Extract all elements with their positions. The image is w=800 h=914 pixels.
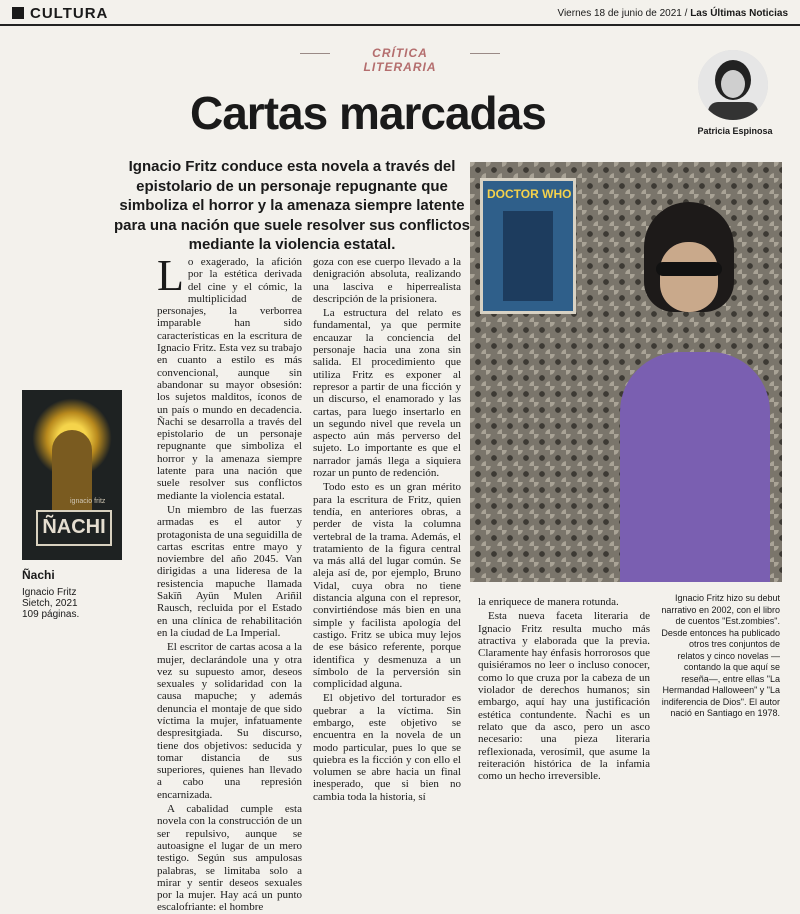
body-paragraph	[157, 251, 302, 502]
section-marker-icon	[12, 7, 24, 19]
body-column-1	[157, 251, 302, 914]
bio-text: Ignacio Fritz hizo su debut narrativo en 2002, con el libro de cuentos "Est.zombies". Desde entonces ha publicado otros tres conjuntos de relatos y cinco novelas —contando la que aquí se reseña—, entre ellas "La Hermandad Halloween" y "La indiferencia de Dios". El autor nació en Santiago en 1978.	[661, 593, 780, 718]
cover-author: ignacio fritz	[70, 498, 106, 505]
sunglasses-icon	[656, 262, 722, 276]
author-photograph	[470, 162, 782, 582]
kicker-label: CRÍTICA LITERARIA	[363, 46, 437, 74]
book-cover	[22, 390, 122, 560]
deck: Ignacio Fritz conduce esta novela a través del epistolario de un personaje repugnante que simboliza el horror y la amenaza siempre latente para una nación que suele resolver sus conflictos mediante la violencia estatal.	[114, 158, 470, 253]
paragraph-text: o exagerado, la afición por la estética derivada del cine y el cómic, la multiplicidad de personajes, la verborrea imparable han sido características en la escritura de Ignacio Fritz. Esta vez su trabajo en cuanto a estilo es más convencional, aunque sin abandonar su mayor obsesión: los sujetos malditos, íconos de un país o mundo en decadencia. Ñachi se desarrolla a través del epistolario de un personaje repugnante que simboliza el horror y la amenaza siempre latente para una nación que suele resolver sus conflictos mediante la violencia estatal.	[157, 256, 302, 502]
body-paragraph: goza con ese cuerpo llevado a la denigración absoluta, realizando una lasciva e hiperrealista descripción de la prisionera.	[313, 256, 461, 305]
cover-figure	[52, 430, 92, 520]
poster-title: DOCTOR WHO	[487, 187, 572, 201]
body-paragraph: La estructura del relato es fundamental, ya que permite encauzar la conciencia del personaje hacia una zona sin salida. El procedimiento que utiliza Fritz es exponer al represor a partir de una ficción y un discurso, el enamorado y las cartas, para luego insertarlo en un segundo nivel que revela un aspecto aún más perverso del sujeto. Lo importante es que el narrador jamás llega a siquiera rozar un punto de redención.	[313, 307, 461, 480]
headline: Cartas marcadas	[190, 87, 546, 139]
poster-art	[503, 211, 553, 301]
book-publisher: Sietch, 2021	[22, 598, 78, 609]
book-title: Ñachi	[22, 568, 55, 582]
book-pages: 109 páginas.	[22, 609, 80, 620]
dropcap: L	[157, 251, 184, 300]
author-name: Patricia Espinosa	[697, 126, 773, 136]
body-paragraph: la enriquece de manera rotunda.	[478, 596, 619, 608]
section-label: CULTURA	[30, 5, 109, 22]
body-paragraph: El objetivo del torturador es quebrar a la víctima. Sin embargo, este objetivo se encuentra en la novela de un modo particular, pues lo que se quiebra es la ficción y con ello el volumen se abre hacia un final inesperado, que si bien no cambia toda la historia, sí	[313, 692, 461, 803]
author-bio	[660, 593, 780, 720]
publication-name: Las Últimas Noticias	[690, 8, 788, 19]
body-paragraph: Un miembro de las fuerzas armadas es el autor y protagonista de una seguidilla de cartas escritas entre mayo y noviembre del año 2045. Van dirigidas a una lideresa de la resistencia mapuche llamada Sakïñ Ayün Mulen Ariñil Rausch, recluida por el Estado en una clínica de rehabilitación en la ciudad de La Imperial.	[157, 503, 302, 639]
body-paragraph: Todo esto es un gran mérito para la escritura de Fritz, quien tendía, en anteriores obras, a perder de vista la columna vertebral de la trama. Además, el tratamiento de la figura central va más allá del lugar común. Se aleja así de, por ejemplo, Bruno Vidal, cuya obra no tiene distancia alguna con el represor, convirtiéndose más bien en una simple y facilista apología del castigo. Fritz se ubica muy lejos de ese básico referente, porque identifica y desmenuza a un símbolo de la perversión sin complicidad alguna.	[313, 481, 461, 691]
wall-poster	[480, 178, 576, 314]
person-face	[660, 242, 718, 312]
header-rule	[0, 24, 800, 26]
body-paragraph: A cabalidad cumple esta novela con la construcción de un ser repulsivo, aunque se autoasigne el lugar de un mero testigo. Según sus ampulosas palabras, se limitaba solo a mirar y sentir deseos sexuales por la mujer. Hay acá un punto escalofriante: el hombre	[157, 803, 302, 914]
body-column-2	[313, 256, 461, 803]
body-paragraph: Esta nueva faceta literaria de Ignacio Fritz resulta mucho más atractiva y elaborada que la previa. Claramente hay énfasis horrorosos que quisiéramos no leer o incluso conocer, como lo que cruza por la cabeza de un violador de derechos humanos; sin embargo, aquí hay una justificación estética contundente. Ñachi es un relato que da asco, pero un asco necesario: una pieza literaria reflexionada, verosímil, que asume la reiteración histórica de la infamia como un hecho irreversible.	[478, 610, 650, 783]
issue-date: Viernes 18 de junio de 2021	[557, 8, 682, 19]
date-line	[557, 8, 788, 19]
kicker	[300, 44, 500, 74]
cover-title: ÑACHI	[36, 510, 112, 546]
body-paragraph: El escritor de cartas acosa a la mujer, declarándole una y otra vez su supuesto amor, deseos sexuales y solidaridad con la causa mapuche; y además denuncia el montaje de que sido víctima la mujer, infatuamente despresitgiada. Su discurso, tiene dos objetivos: seducida y tomar distancia de sus superiores, quienes han llevado a cabo una represión encarnizada.	[157, 641, 302, 801]
body-column-3	[478, 596, 650, 782]
author-photo	[698, 50, 768, 120]
book-author: Ignacio Fritz	[22, 587, 77, 598]
person-figure	[620, 202, 770, 582]
person-shirt	[620, 352, 770, 582]
author-portrait-icon	[698, 50, 768, 120]
date-separator: /	[684, 8, 688, 19]
